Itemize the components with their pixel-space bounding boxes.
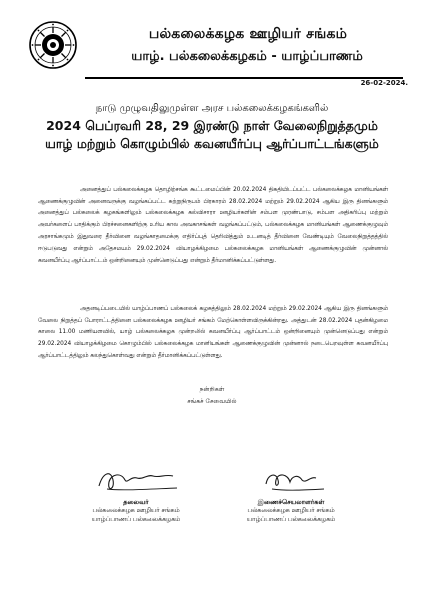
- signatory-org-line2: யாழ்ப்பாணப் பல்கலைக்கழகம்: [246, 515, 336, 523]
- headline-subtitle: நாடு முழுவதிலுமுள்ள அரச பல்கலைக்கழகங்களில்: [95, 103, 329, 114]
- signature-block-president: [66, 462, 206, 524]
- body-paragraph-1: அனைத்துப் பல்கலைக்கழக தொழிற்சங்க கூட்டமைப்பின் 20.02.2024 திகதியிடப்பட்ட பல்கலைக்கழக மானியங்கள் ஆணைக்குழுவின் அனைவருக்கு வழங்கப்பட்ட சுற்றுநிருபம் பிரகாரம் 28.02.2024 மற்றும் 29.02.2024 ஆகிய இரு தினங்களும் அனைத்துப் பல்கலைக் கழகங்களிலும் பல்கலைக்கழக கல்விசாரா ஊழியர்களின் சம்பள முரண்பாடு, சம்பள அதிகரிப்பு மற்றும் அவர்களைப் பாதிக்கும் பிரச்சனைகளிற்கு உரிய கால அவகாசங்கள் வழங்கப்பட்டும், பல்கலைக்கழக மானியங்கள் ஆணைக்குழுவும் அரசாங்கமும் இதுவரை தீர்வினை வழங்காதமைக்கு எதிர்ப்புத் தெரிவித்தும் உடனடித் தீர்வினை வேண்டியும் வேலைநிறுத்தத்தில் ஈடுபடுவது என்றும் அதேசமயம் 29.02.2024 வியாழக்கிழமை பல்கலைக்கழக மானியங்கள் ஆணைக்குழுவின் முன்னால் கவனயீர்ப்பு ஆர்ப்பாட்டம் ஒன்றினையும் முன்னெடுப்பது என்றும் தீர்மானிக்கப்பட்டுள்ளது.: [38, 186, 388, 264]
- signatory-role: தலைவர்: [123, 498, 149, 506]
- signatory-org-line2: யாழ்ப்பாணப் பல்கலைக்கழகம்: [91, 515, 181, 523]
- header-rule: [85, 77, 403, 79]
- university-name: யாழ். பல்கலைக்கழகம் - யாழ்ப்பாணம்: [131, 49, 363, 64]
- signatory-org-line1: பல்கலைக்கழக ஊழியர் சங்கம்: [247, 507, 335, 514]
- signature-block-joint-secretary: [221, 462, 361, 524]
- closing-thanks: நன்றிகள்: [199, 386, 225, 393]
- handwritten-signature-president: [81, 462, 191, 498]
- union-name: பல்கலைக்கழக ஊழியர் சங்கம்: [148, 26, 348, 42]
- union-seal-icon: [29, 21, 77, 69]
- handwritten-signature-joint-secretary: [236, 462, 346, 498]
- body-paragraph-2: அதனடிப்படையில் யாழ்ப்பாணப் பல்கலைக் கழகத்திலும் 28.02.2024 மற்றும் 29.02.2024 ஆகிய இரு தினங்களும் வேலை நிறுத்தப் போராட்டத்தினை பல்கலைக்கழக ஊழியர் சங்கம் மேற்கொள்ளவிருக்கின்றது. அத்துடன் 28.02.2024 புதன்கிழமை காலை 11.00 மணியளவில், யாழ் பல்கலைக்கழக முன்றலில் கவனயீர்ப்பு ஆர்ப்பாட்டம் ஒன்றினையும் முன்னெடுப்பது என்றும் 29.02.2024 வியாழக்கிழமை கொழும்பில் பல்கலைக்கழக மானியங்கள் ஆணைக்குழுவின் முன்னால் நடைபெறவுள்ள கவனயீர்ப்பு ஆர்ப்பாட்டத்திலும் கலந்துகொள்வது என்றும் தீர்மானிக்கப்பட்டுள்ளது.: [38, 305, 388, 359]
- headline-title-line1: 2024 பெப்ரவரி 28, 29 இரண்டு நாள் வேலைநிறுத்தமும்: [46, 118, 378, 133]
- signatory-org-line1: பல்கலைக்கழக ஊழியர் சங்கம்: [92, 507, 180, 514]
- letterhead: [0, 0, 424, 96]
- signatory-role: இணைச்செயலாளர்கள்: [257, 498, 325, 506]
- closing-service: சங்கச் சேவையில்: [187, 398, 237, 405]
- headline-title-line2: யாழ் மற்றும் கொழும்பில் கவனயீர்ப்பு ஆர்ப்பாட்டங்களும்: [45, 136, 379, 151]
- letter-date: 26-02-2024.: [360, 79, 408, 87]
